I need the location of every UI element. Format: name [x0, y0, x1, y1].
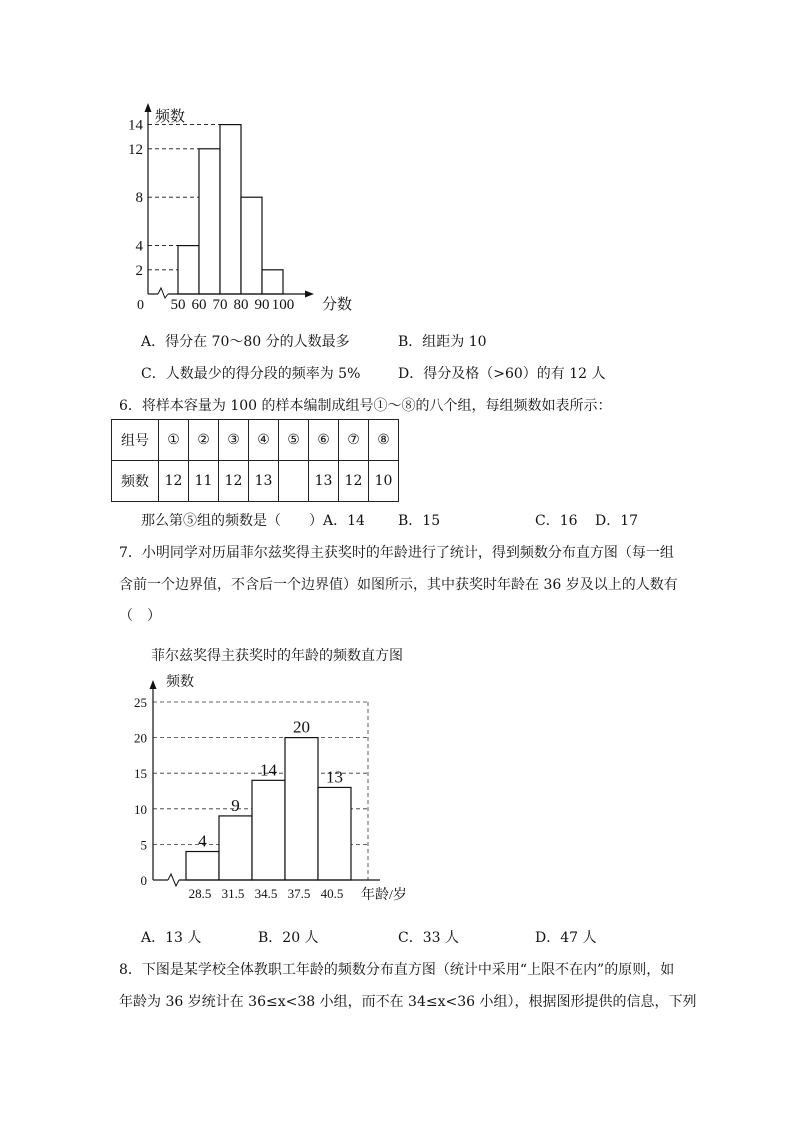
- x-axis-label: 年龄/岁: [361, 888, 407, 903]
- table-head-group: 组号: [112, 420, 159, 461]
- q7-stem-line1: 7．小明同学对历届菲尔兹奖得主获奖时的年龄进行了统计，得到频数分布直方图（每一组: [119, 545, 674, 561]
- y-tick-label: 5: [140, 837, 147, 853]
- bar: [252, 780, 285, 880]
- q7-stem-line3: （ ）: [119, 608, 161, 624]
- y-tick-label: 14: [128, 117, 143, 134]
- chart-title: 菲尔兹奖得主获奖时的年龄的频数直方图: [151, 649, 403, 664]
- axis-break: [168, 874, 179, 886]
- table-cell: 11: [189, 461, 219, 502]
- x-axis-label: 分数: [322, 297, 353, 313]
- table-cell: ⑤: [279, 420, 309, 461]
- y-tick-labels: [134, 695, 147, 888]
- y-axis-label: 频数: [166, 675, 194, 690]
- y-tick-label: 15: [134, 766, 147, 782]
- data-label: 4: [198, 831, 207, 851]
- bar: [219, 816, 252, 880]
- bar: [318, 787, 351, 880]
- q6-stem: 6．将样本容量为 100 的样本编制成组号①～⑧的八个组，每组频数如表所示：: [119, 398, 612, 414]
- x-tick-labels: [189, 886, 344, 901]
- y-tick-label: 25: [134, 695, 147, 710]
- q7-option-a: A．13 人: [141, 930, 202, 946]
- q5-option-d: D．得分及格（>60）的有 12 人: [398, 366, 606, 382]
- y-tick-label: 8: [135, 190, 143, 207]
- table-head-frequency: 频数: [112, 461, 159, 502]
- table-cell: 12: [159, 461, 189, 502]
- x-tick-label: 90: [254, 297, 270, 313]
- origin-label: 0: [137, 298, 144, 313]
- q7-option-b: B．20 人: [258, 930, 319, 946]
- q6-option-a: A．14: [323, 513, 365, 529]
- x-tick-label: 40.5: [320, 886, 344, 901]
- y-tick-label: 4: [135, 238, 143, 255]
- bar: [285, 738, 318, 880]
- bar: [186, 852, 219, 880]
- q6-question: 那么第⑤组的频数是（ ）: [141, 513, 323, 529]
- table-cell: ⑦: [339, 420, 369, 461]
- q6-option-b: B．15: [398, 513, 441, 529]
- x-tick-label: 50: [170, 297, 186, 313]
- data-label: 20: [293, 717, 310, 737]
- table-cell: ①: [159, 420, 189, 461]
- q5-option-b: B．组距为 10: [398, 334, 487, 350]
- q6-option-d: D．17: [595, 513, 639, 529]
- table-cell: ②: [189, 420, 219, 461]
- q7-option-c: C．33 人: [398, 930, 459, 946]
- data-label: 13: [326, 767, 343, 787]
- data-label: 9: [231, 795, 240, 815]
- q6-option-c: C．16: [535, 513, 578, 529]
- x-tick-label: 80: [233, 297, 249, 313]
- table-cell: ④: [249, 420, 279, 461]
- x-tick-label: 70: [212, 297, 228, 313]
- q5-option-c: C．人数最少的得分段的频率为 5%: [141, 366, 361, 382]
- table-cell: 12: [219, 461, 249, 502]
- q8-stem-line1: 8．下图是某学校全体教职工年龄的频数分布直方图（统计中采用“上限不在内”的原则，如: [119, 962, 675, 978]
- table-cell: 13: [249, 461, 279, 502]
- y-tick-label: 12: [128, 141, 143, 158]
- data-label: 14: [260, 760, 277, 780]
- x-tick-label: 37.5: [287, 886, 311, 901]
- y-tick-label: 0: [140, 873, 147, 888]
- q7-stem-line2: 含前一个边界值，不含后一个边界值）如图所示，其中获奖时年龄在 36 岁及以上的人数有: [119, 577, 678, 593]
- y-tick-label: 10: [134, 801, 147, 817]
- table-cell: 10: [369, 461, 399, 502]
- q5-option-a: A．得分在 70～80 分的人数最多: [141, 334, 350, 350]
- table-cell: ③: [219, 420, 249, 461]
- table-cell: ⑧: [369, 420, 399, 461]
- x-tick-label: 100: [271, 297, 295, 313]
- y-tick-label: 20: [134, 730, 147, 746]
- x-tick-label: 31.5: [221, 886, 245, 901]
- q7-option-d: D．47 人: [535, 930, 597, 946]
- x-tick-label: 28.5: [188, 886, 212, 901]
- x-tick-label: 34.5: [254, 886, 278, 901]
- table-cell: 12: [339, 461, 369, 502]
- q8-stem-line2: 年龄为 36 岁统计在 36≤x<38 小组，而不在 34≤x<36 小组），根据图形提供的信息，下列: [119, 994, 697, 1010]
- x-tick-label: 60: [191, 297, 207, 313]
- table-cell: ⑥: [309, 420, 339, 461]
- y-axis-label: 频数: [155, 109, 186, 125]
- table-cell: 13: [309, 461, 339, 502]
- y-tick-label: 2: [135, 262, 143, 279]
- y-axis-arrow: [150, 680, 157, 689]
